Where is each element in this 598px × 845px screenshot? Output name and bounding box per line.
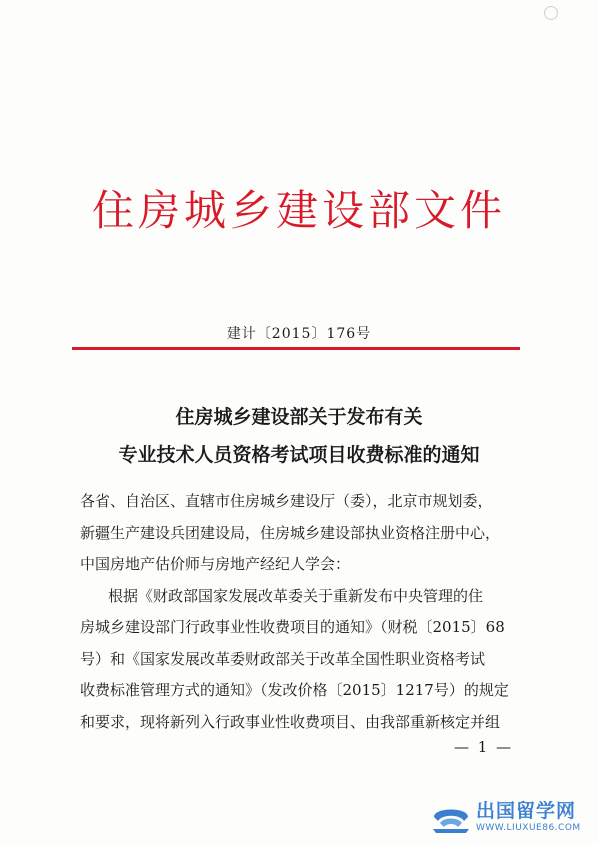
watermark-url: WWW.LIUXUE86.COM xyxy=(476,823,581,833)
body-line: 号）和《国家发展改革委财政部关于改革全国性职业资格考试 xyxy=(80,649,486,668)
body-line: 房城乡建设部门行政事业性收费项目的通知》（财税〔2015〕68 xyxy=(80,618,505,636)
watermark xyxy=(430,795,594,839)
issuer-title: 住房城乡建设部文件 xyxy=(91,186,506,235)
watermark-name: 出国留学网 xyxy=(476,800,577,822)
notice-body xyxy=(80,486,520,738)
red-divider xyxy=(72,347,520,350)
notice-title-line-2: 专业技术人员资格考试项目收费标准的通知 xyxy=(118,444,480,466)
body-line: 和要求，现将新列入行政事业性收费项目、由我部重新核定并组 xyxy=(80,712,501,731)
corner-mark-icon xyxy=(544,6,558,20)
body-line: 各省、自治区、直辖市住房城乡建设厅（委），北京市规划委， xyxy=(80,492,493,510)
body-line: 根据《财政部国家发展改革委关于重新发布中央管理的住 xyxy=(108,586,484,605)
body-line: 新疆生产建设兵团建设局，住房城乡建设部执业资格注册中心， xyxy=(80,523,501,542)
body-line: 收费标准管理方式的通知》（发改价格〔2015〕1217号）的规定 xyxy=(80,681,509,699)
document-number: 建计〔2015〕176号 xyxy=(226,326,372,342)
notice-title-line-1: 住房城乡建设部关于发布有关 xyxy=(175,406,423,428)
watermark-logo-icon xyxy=(430,799,472,835)
body-line: 中国房地产估价师与房地产经纪人学会： xyxy=(80,555,351,573)
page-number: — 1 — xyxy=(454,738,514,756)
